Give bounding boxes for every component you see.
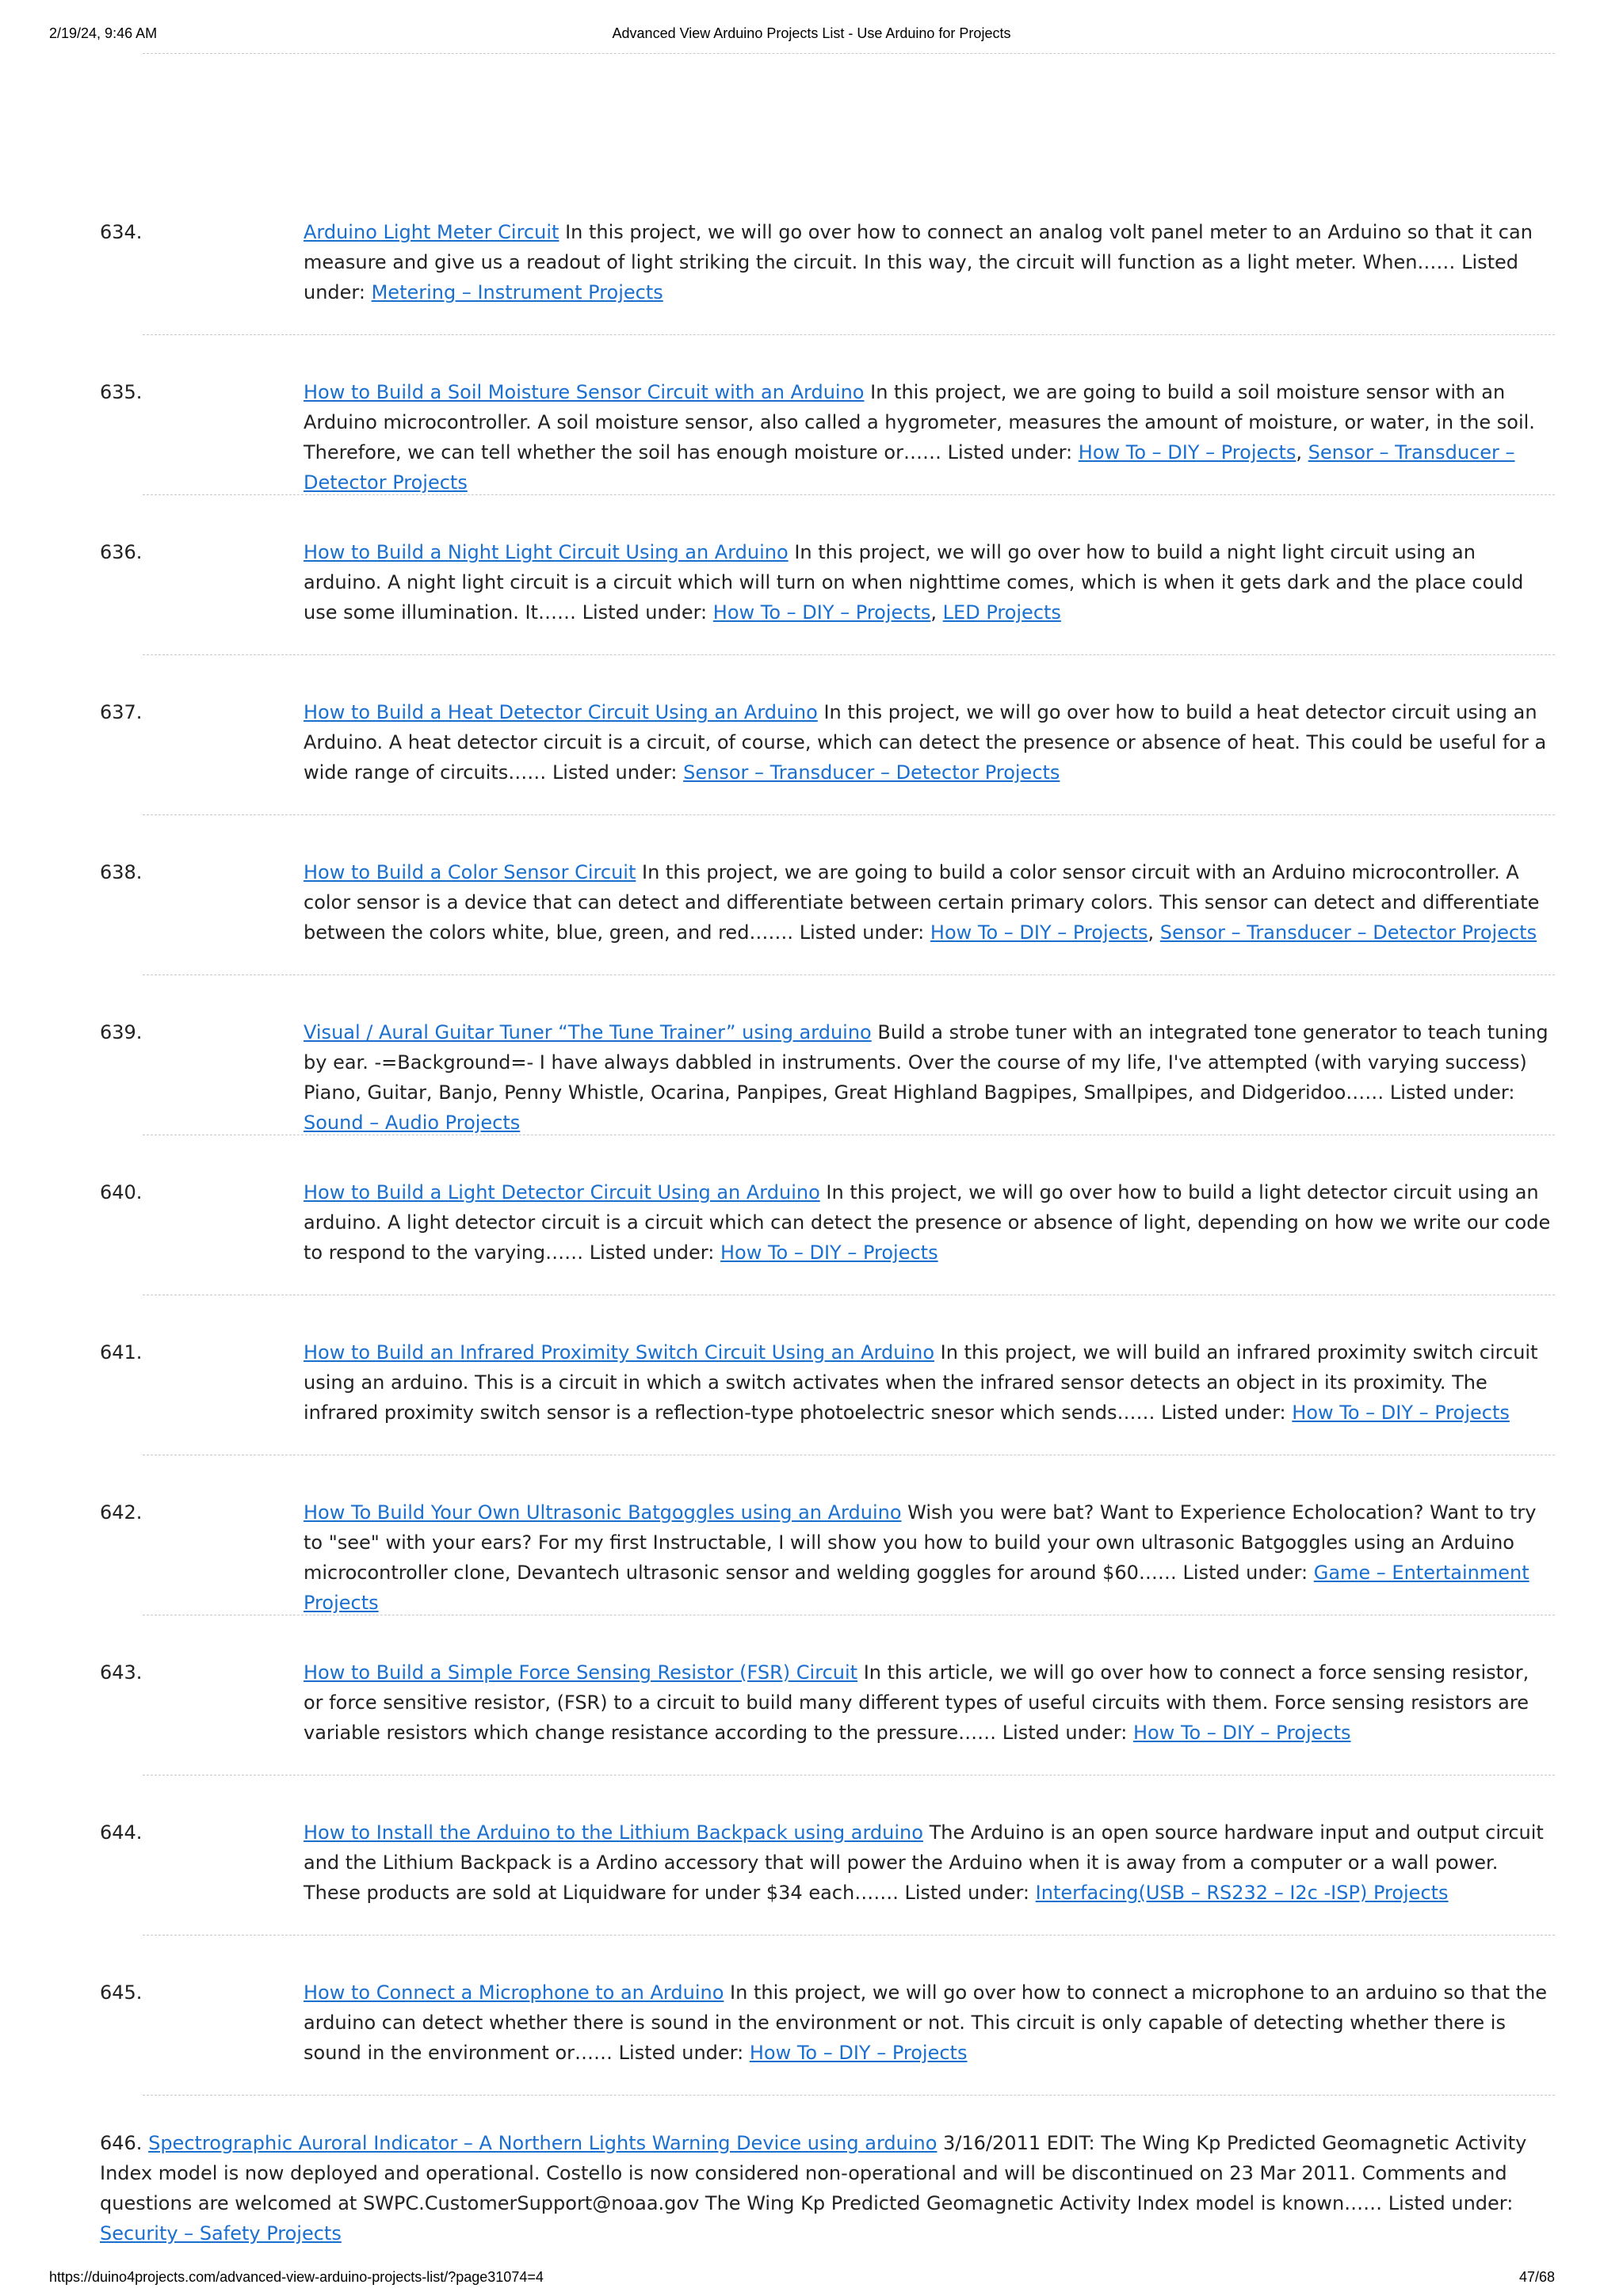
project-description: In this project, we will go over how to connect a microphone to an arduino so that the arduino can detect whether there is sound in the environment or not. This circuit is only capable of detecting whether there is sound in the environment or……: [304, 1981, 1548, 2064]
category-link[interactable]: How To – DIY – Projects: [712, 601, 931, 624]
project-title-link[interactable]: Arduino Light Meter Circuit: [304, 221, 559, 243]
listed-under-label: Listed under:: [1389, 1081, 1515, 1104]
item-number: 645.: [100, 1981, 143, 2004]
list-item: [0, 374, 1623, 534]
category-link[interactable]: Metering – Instrument Projects: [371, 281, 663, 303]
project-title-link[interactable]: Visual / Aural Guitar Tuner “The Tune Trainer” using arduino: [304, 1021, 872, 1043]
category-link[interactable]: Game – Entertainment Projects: [304, 1562, 1529, 1614]
item-number: 641.: [100, 1341, 143, 1363]
project-description: Wish you were bat? Want to Experience Echolocation? Want to try to "see" with your ears? For my first Instructable, I will show you how to build your own ultrasonic Batgoggles using an Arduino microcontroller clone, Devantech ultrasonic sensor and welding goggles for around $60……: [304, 1501, 1537, 1584]
project-title-link[interactable]: How to Build a Heat Detector Circuit Using an Arduino: [304, 701, 818, 723]
list-item: [0, 1974, 1623, 2134]
divider: [143, 494, 1555, 495]
category-link[interactable]: How To – DIY – Projects: [1078, 441, 1296, 463]
category-link[interactable]: How To – DIY – Projects: [720, 1241, 938, 1264]
list-item: [0, 1174, 1623, 1334]
listed-under-label: Listed under:: [947, 441, 1073, 463]
item-number: 638.: [100, 861, 143, 883]
item-body: [304, 1017, 1554, 1138]
item-body: [304, 697, 1554, 788]
list-item: [0, 1814, 1623, 1974]
category-link[interactable]: LED Projects: [942, 601, 1061, 624]
page-title: Advanced View Arduino Projects List - Use Arduino for Projects: [612, 25, 1011, 41]
project-description: In this project, we are going to build a soil moisture sensor with an Arduino microcontroller. A soil moisture sensor, also called a hygrometer, measures the amount of moisture, or water, in the soil. Therefore, we can tell whether the soil has enough moisture or……: [304, 381, 1535, 463]
project-description: In this project, we will go over how to connect an analog volt panel meter to an Arduino so that it can measure and give us a readout of light striking the circuit. In this way, the circuit will function as a light meter. When……: [304, 221, 1533, 273]
category-link[interactable]: Interfacing(USB – RS232 – I2c -ISP) Projects: [1035, 1882, 1449, 1904]
page-number: 47/68: [1518, 2269, 1555, 2285]
item-body: [304, 1177, 1554, 1268]
divider: [143, 334, 1555, 335]
listed-under-label: Listed under:: [304, 251, 1519, 303]
project-title-link[interactable]: How To Build Your Own Ultrasonic Batgoggles using an Arduino: [304, 1501, 902, 1524]
list-item: [0, 1494, 1623, 1654]
page-url: https://duino4projects.com/advanced-view-arduino-projects-list/?page31074=4: [49, 2269, 544, 2285]
category-link[interactable]: Sensor – Transducer – Detector Projects: [683, 761, 1060, 784]
item-body: How to Build a Color Sensor Circuit In this project, we are going to build a color sensor circuit with an Arduino microcontroller. A color sensor is a device that can detect and differentiate between certain primary colors. This sensor can detect and differentiate between the colors white, blue, green, and red……. Listed under: How To – DIY – Projects, Sensor – Transducer – Detector Projects: [304, 861, 1540, 944]
list-item: [0, 854, 1623, 1014]
category-link[interactable]: Sensor – Transducer – Detector Projects: [304, 441, 1515, 494]
item-body: [304, 1337, 1554, 1428]
item-body: How to Build a Night Light Circuit Using an Arduino In this project, we will go over how to build a night light circuit using an arduino. A night light circuit is a circuit which will turn on when nighttime comes, which is when it gets dark and the place could use some illumination. It…… Listed under: How To – DIY – Projects, LED Projects: [304, 541, 1524, 624]
list-item: [0, 534, 1623, 694]
category-link[interactable]: How To – DIY – Projects: [749, 2042, 968, 2064]
divider: [143, 53, 1555, 54]
item-body: [304, 1817, 1554, 1908]
listed-under-label: Listed under:: [1388, 2192, 1514, 2214]
item-number: 640.: [100, 1181, 143, 1203]
listed-under-label: Listed under:: [552, 761, 678, 784]
project-title-link[interactable]: How to Build a Night Light Circuit Using an Arduino: [304, 541, 789, 563]
item-body: [304, 217, 1554, 307]
divider: [143, 2095, 1555, 2096]
item-body: [304, 1657, 1554, 1748]
project-description: Build a strobe tuner with an integrated tone generator to teach tuning by ear. -=Background=- I have always dabbled in instruments. Over the course of my life, I've attempted (with varying success) Piano, Guitar, Banjo, Penny Whistle, Ocarina, Panpipes, Great Highland Bagpipes, Smallpipes, and Didgeridoo……: [304, 1021, 1549, 1104]
listed-under-label: Listed under:: [904, 1882, 1030, 1904]
project-title-link[interactable]: How to Install the Arduino to the Lithium Backpack using arduino: [304, 1821, 923, 1844]
project-title-link[interactable]: How to Build a Simple Force Sensing Resistor (FSR) Circuit: [304, 1661, 858, 1684]
list-item: [0, 694, 1623, 854]
list-item: [0, 1334, 1623, 1494]
listed-under-label: Listed under:: [589, 1241, 715, 1264]
listed-under-label: Listed under:: [582, 601, 708, 624]
listed-under-label: Listed under:: [799, 921, 925, 944]
item-number: 643.: [100, 1661, 143, 1684]
category-link[interactable]: How To – DIY – Projects: [1132, 1722, 1351, 1744]
print-footer: [49, 2269, 1574, 2293]
item-number: 646.: [100, 2132, 143, 2154]
divider: [143, 814, 1555, 815]
project-description: In this article, we will go over how to connect a force sensing resistor, or force sensitive resistor, (FSR) to a circuit to build many different types of useful circuits with them. Force sensing resistors are variable resistors which change resistance according to the pressure……: [304, 1661, 1529, 1744]
listed-under-label: Listed under:: [1002, 1722, 1128, 1744]
project-description: In this project, we will go over how to build a heat detector circuit using an Arduino. A heat detector circuit is a circuit, of course, which can detect the presence or absence of heat. This could be useful for a wide range of circuits……: [304, 701, 1547, 784]
list-item: [0, 214, 1623, 374]
project-title-link[interactable]: How to Build a Soil Moisture Sensor Circuit with an Arduino: [304, 381, 865, 403]
item-number: 642.: [100, 1501, 143, 1524]
project-description: 3/16/2011 EDIT: The Wing Kp Predicted Geomagnetic Activity Index model is now deployed and operational. Costello is now considered non-operational and will be discontinued on 23 Mar 2011. Comments and questions are welcomed at SWPC.CustomerSupport@noaa.gov The Wing Kp Predicted Geomagnetic Activity Index model is known……: [100, 2132, 1527, 2214]
item-number: 644.: [100, 1821, 143, 1844]
item-number: 635.: [100, 381, 143, 403]
project-description: In this project, we are going to build a color sensor circuit with an Arduino microcontroller. A color sensor is a device that can detect and differentiate between certain primary colors. This sensor can detect and differentiate between the colors white, blue, green, and red…….: [304, 861, 1540, 944]
item-number: 637.: [100, 701, 143, 723]
category-link[interactable]: Sensor – Transducer – Detector Projects: [1159, 921, 1537, 944]
project-title-link[interactable]: How to Connect a Microphone to an Arduino: [304, 1981, 724, 2004]
list-item-646: [100, 2128, 1555, 2248]
category-link[interactable]: Sound – Audio Projects: [304, 1112, 521, 1134]
project-description: In this project, we will build an infrared proximity switch circuit using an arduino. This is a circuit in which a switch activates when the infrared sensor detects an object in its proximity. The infrared proximity switch sensor is a reflection-type photoelectric snesor which sends……: [304, 1341, 1538, 1424]
listed-under-label: Listed under:: [1161, 1402, 1286, 1424]
divider: [143, 974, 1555, 975]
category-link[interactable]: How To – DIY – Projects: [930, 921, 1148, 944]
list-item: [0, 1654, 1623, 1814]
project-title-link[interactable]: How to Build a Light Detector Circuit Using an Arduino: [304, 1181, 820, 1203]
listed-under-label: Listed under:: [1182, 1562, 1308, 1584]
project-list: [0, 214, 1623, 2134]
print-header: [49, 25, 1574, 49]
item-body: How to Build a Soil Moisture Sensor Circuit with an Arduino In this project, we are going to build a soil moisture sensor with an Arduino microcontroller. A soil moisture sensor, also called a hygrometer, measures the amount of moisture, or water, in the soil. Therefore, we can tell whether the soil has enough moisture or…… Listed under: How To – DIY – Projects, Sensor – Transducer – Detector Projects: [304, 381, 1535, 494]
category-link[interactable]: Security – Safety Projects: [100, 2222, 342, 2245]
item-number: 636.: [100, 541, 143, 563]
divider: [143, 654, 1555, 655]
item-body: [304, 1978, 1554, 2068]
list-item: [0, 1014, 1623, 1174]
item-body: [304, 1497, 1554, 1618]
print-datetime: 2/19/24, 9:46 AM: [49, 25, 158, 41]
project-title-link[interactable]: How to Build a Color Sensor Circuit: [304, 861, 636, 883]
item-number: 634.: [100, 221, 143, 243]
listed-under-label: Listed under:: [618, 2042, 744, 2064]
project-title-link[interactable]: How to Build an Infrared Proximity Switch Circuit Using an Arduino: [304, 1341, 934, 1363]
project-title-link[interactable]: Spectrographic Auroral Indicator – A Northern Lights Warning Device using arduino: [148, 2132, 938, 2154]
project-description: In this project, we will go over how to build a light detector circuit using an arduino. A light detector circuit is a circuit which can detect the presence or absence of light, depending on how we write our code to respond to the varying……: [304, 1181, 1551, 1264]
category-link[interactable]: How To – DIY – Projects: [1292, 1402, 1510, 1424]
divider: [143, 1935, 1555, 1936]
project-description: In this project, we will go over how to build a night light circuit using an arduino. A night light circuit is a circuit which will turn on when nighttime comes, which is when it gets dark and the place could use some illumination. It……: [304, 541, 1524, 624]
project-description: The Arduino is an open source hardware input and output circuit and the Lithium Backpack is a Ardino accessory that will power the Arduino when it is away from a computer or a wall power. These products are sold at Liquidware for under $34 each…….: [304, 1821, 1544, 1904]
item-number: 639.: [100, 1021, 143, 1043]
